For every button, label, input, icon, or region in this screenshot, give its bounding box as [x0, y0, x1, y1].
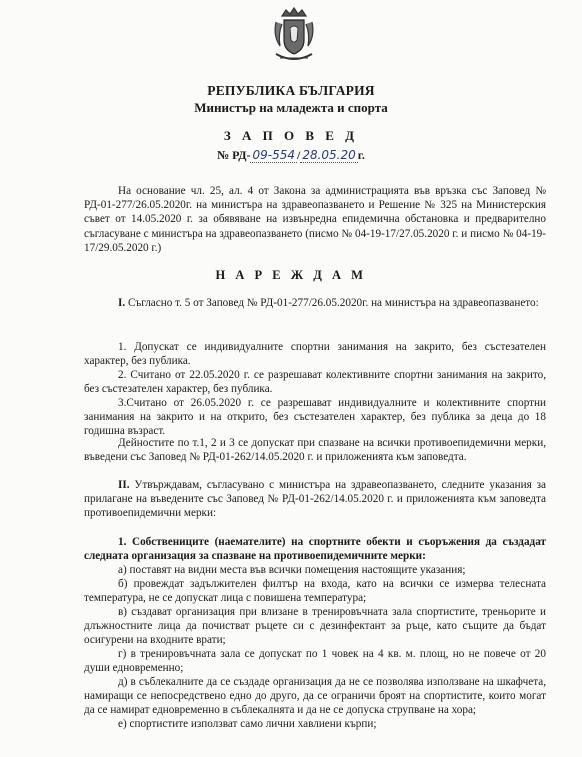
sub-1-item-g: г) в тренировъчната зала се допускат по 1 човек на 4 кв. м. площ, но не повече от 20 души едновременно;: [84, 648, 546, 675]
order-number-prefix: № РД-: [217, 148, 251, 162]
order-number-suffix: г.: [357, 148, 365, 162]
order-number: [0, 148, 582, 163]
section-1-point-1: 1. Допускат се индивидуалните спортни занимания на закрито, без състезателен характер, без публика.: [84, 341, 546, 368]
naredjdam-heading: Н А Р Е Ж Д А М: [215, 268, 367, 282]
intro-paragraph: На основание чл. 25, ал. 4 от Закона за администрацията във връзка със Заповед № РД-01-277/26.05.2020г. на министъра на здравеопазването и Решение № 325 на Министерския съвет от 14.05.2020 г. за обявяване на извънредна епидемична обстановка и предварително съгласуване с министъра на здравеопазването (писмо № 04-19-17/27.05.2020 г. и писмо № 04-19-17/29.05.2020 г.): [84, 185, 546, 254]
order-title: З А П О В Е Д: [223, 128, 359, 143]
section-1-point-3: 3.Считано от 26.05.2020 г. се разрешават индивидуалните и колективните спортни занимания на закрито и на открито, без състезателен характер, без публика за деца до 18 годишна възраст.: [84, 397, 546, 438]
coat-of-arms-seal: [270, 6, 318, 66]
sub-1-title: 1. Собствениците (наемателите) на спортните обекти и съоръжения да създадат следната организация за спазване на противоепидемичните мерки:: [84, 536, 546, 563]
section-1-number: I.: [118, 297, 126, 309]
ministry-heading: Министър на младежта и спорта: [194, 100, 388, 115]
sub-1-item-d: д) в съблекалните да се създаде организация да не се позволява използване на шкафчета, намиращи се непосредствено едно до друго, да се ограничи броят на спортистите, които могат да се намират едновременно в съблекалнята и да не се допуска струпване на хора;: [84, 676, 546, 717]
republic-heading: РЕПУБЛИКА БЪЛГАРИЯ: [207, 83, 375, 98]
handwritten-date: 28.05.20: [302, 148, 356, 162]
section-1-point-4: Дейностите по т.1, 2 и 3 се допускат при спазване на всички противоепидемични мерки, въведени със Заповед № РД-01-262/14.05.2020 г. и приложенията към заповедта.: [84, 437, 546, 464]
section-1-intro: [84, 296, 546, 310]
section-2-number: II.: [118, 479, 130, 491]
sub-1-item-a: а) поставят на видни места във всички помещения настоящите указания;: [118, 564, 466, 576]
section-1-text: Съгласно т. 5 от Заповед № РД-01-277/26.05.2020г. на министъра на здравеопазването:: [127, 297, 539, 309]
handwritten-number: 09-554: [252, 148, 295, 162]
section-2-intro: [84, 478, 546, 521]
sub-1-item-b: б) провеждат задължителен филтър на входа, като на всички се измерва телесната температура, не се допускат лица с повишена температура;: [84, 578, 546, 605]
section-2-text: Утвърждавам, съгласувано с министъра на здравеопазването, следните указания за прилагане на въведените със Заповед № РД-01-262/14.05.2020 г. и приложенията към заповедта противоепидемични мерки:: [84, 479, 547, 520]
sub-1-item-e: е) спортистите използват само лични хавлиени кърпи;: [118, 718, 377, 730]
section-1-point-2: 2. Считано от 22.05.2020 г. се разрешават колективните спортни занимания на закрито, без състезателен характер, без публика.: [84, 369, 546, 396]
sub-1-item-v: в) създават организация при влизане в тренировъчната зала спортистите, треньорите и длъжностните лица да почистват ръцете си с дезинфектант за ръце, като същите да бъдат осигурени на входните врати;: [84, 606, 546, 647]
order-number-sep: /: [296, 148, 301, 162]
